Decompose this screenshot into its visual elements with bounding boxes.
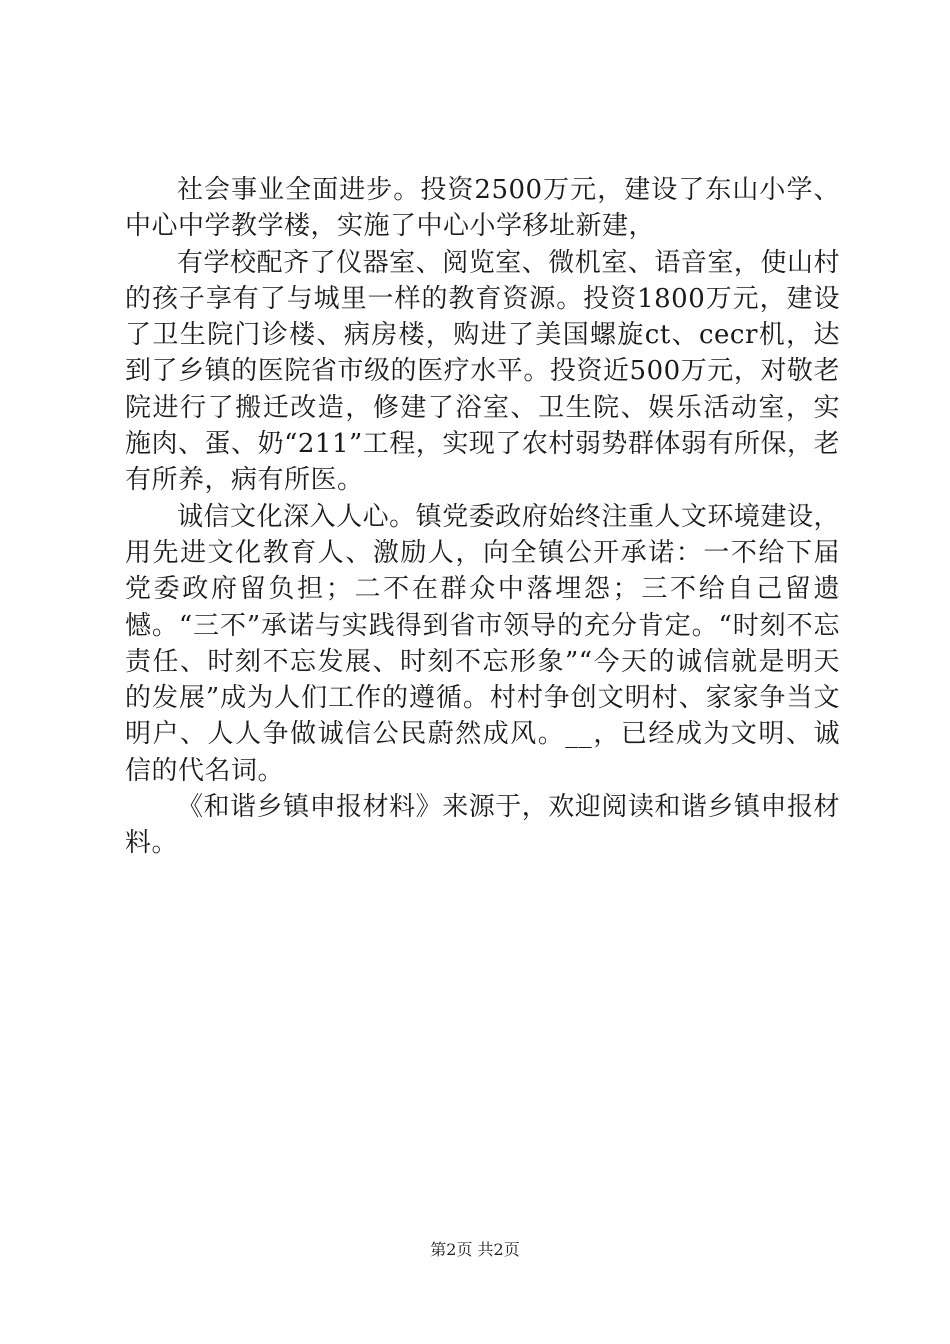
page-number-label: 第2页 共2页 xyxy=(430,1240,520,1259)
paragraph-social-progress: 社会事业全面进步。投资2500万元，建设了东山小学、中心中学教学楼，实施了中心小学移址新建， xyxy=(125,175,840,242)
document-body xyxy=(125,172,840,862)
paragraph-school-hospital: 有学校配齐了仪器室、阅览室、微机室、语音室，使山村的孩子享有了与城里一样的教育资源。投资1800万元，建设了卫生院门诊楼、病房楼，购进了美国螺旋ct、cecr机，达到了乡镇的医院省市级的医疗水平。投资近500万元，对敬老院进行了搬迁改造，修建了浴室、卫生院、娱乐活动室，实施肉、蛋、奶“211”工程，实现了农村弱势群体弱有所保，老有所养，病有所医。 xyxy=(125,247,840,496)
paragraph-source-note: 《和谐乡镇申报材料》来源于，欢迎阅读和谐乡镇申报材料。 xyxy=(125,792,840,859)
paragraph-integrity-culture: 诚信文化深入人心。镇党委政府始终注重人文环境建设，用先进文化教育人、激励人，向全镇公开承诺：一不给下届党委政府留负担；二不在群众中落埋怨；三不给自己留遗憾。“三不”承诺与实践得到省市领导的充分肯定。“时刻不忘责任、时刻不忘发展、时刻不忘形象”“今天的诚信就是明天的发展”成为人们工作的遵循。村村争创文明村、家家争当文明户、人人争做诚信公民蔚然成风。__，已经成为文明、诚信的代名词。 xyxy=(125,501,840,786)
page-footer xyxy=(0,1240,950,1260)
